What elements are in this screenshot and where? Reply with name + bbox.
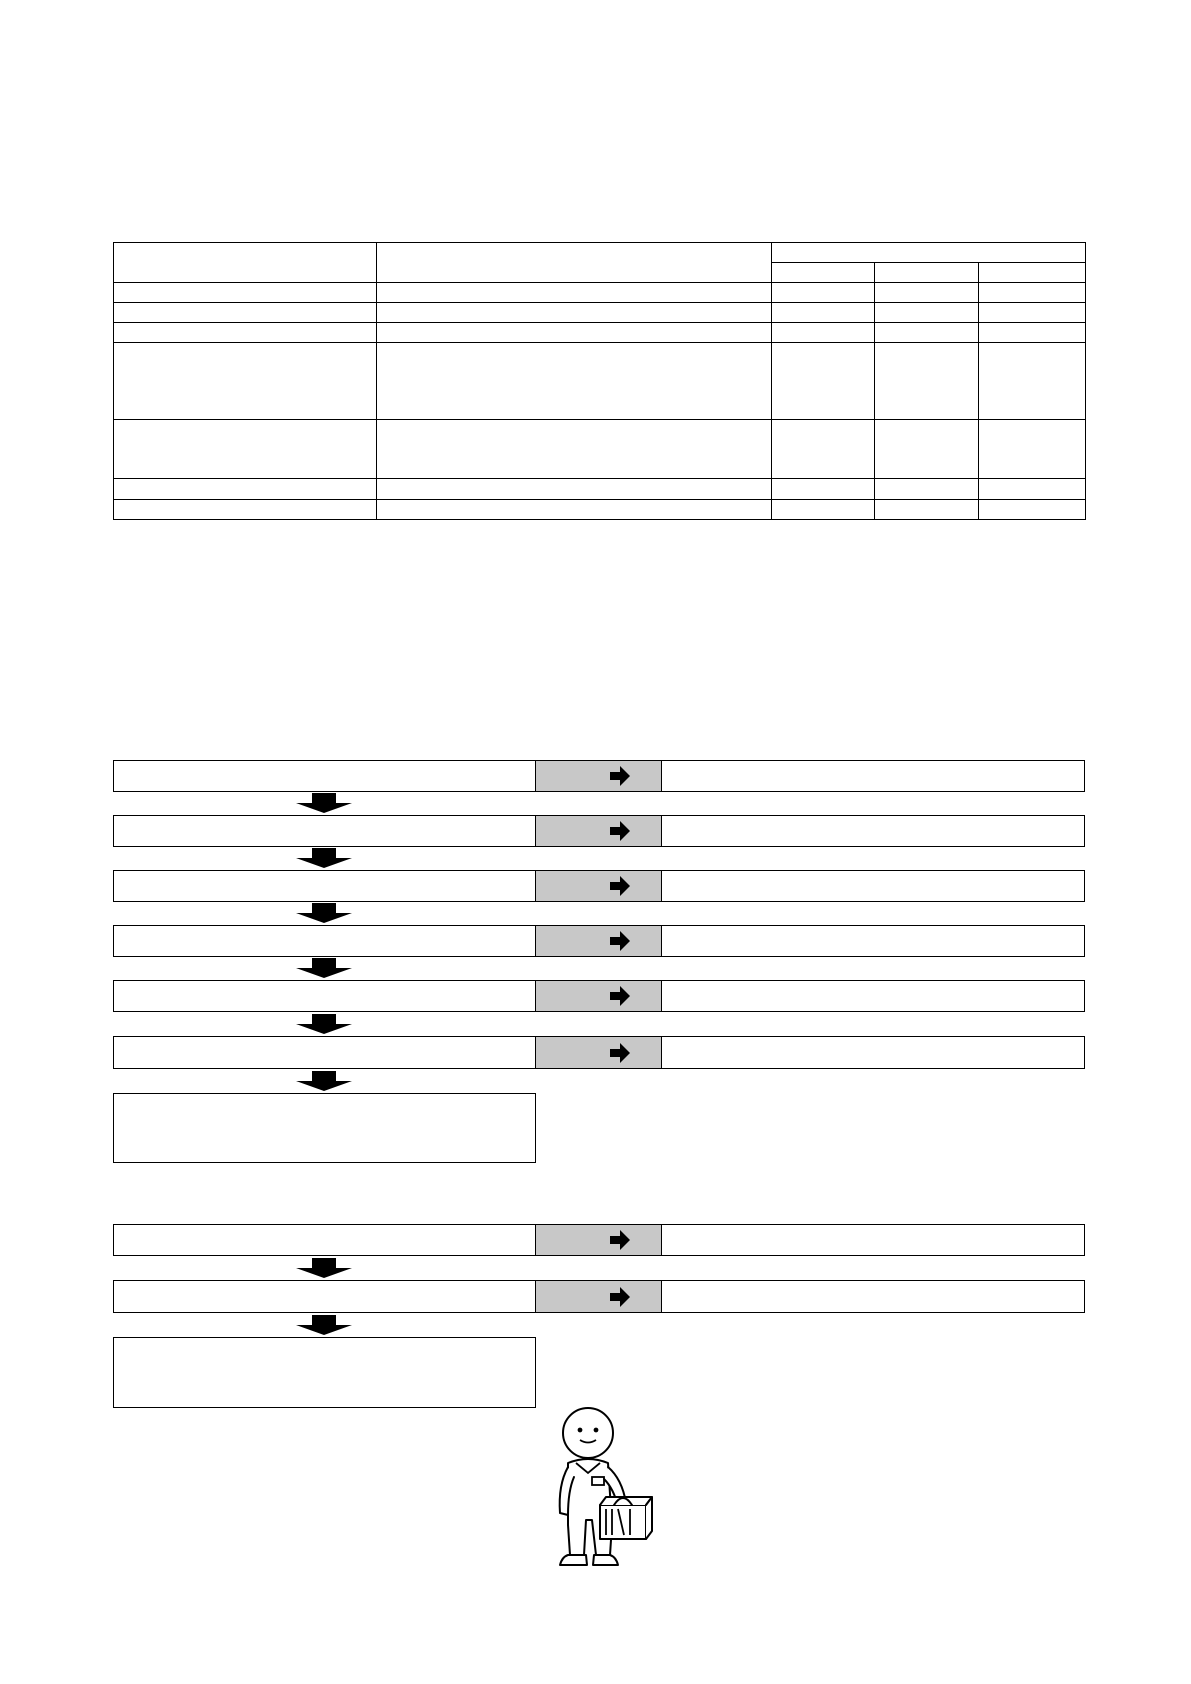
down-arrow-icon: [296, 958, 352, 978]
right-arrow-icon: [609, 1042, 631, 1064]
table-cell: [377, 479, 772, 500]
flow-step-box: [113, 760, 536, 792]
table-cell: [114, 303, 377, 323]
flow-step-box: [113, 815, 536, 847]
table-cell: [875, 420, 979, 479]
table-cell: [772, 479, 875, 500]
arrow-cell: [536, 1280, 662, 1313]
flow-step-box: [113, 925, 536, 957]
down-arrow-icon: [296, 1315, 352, 1335]
table-subheader: [772, 263, 875, 283]
table-cell: [377, 500, 772, 520]
table-cell: [875, 283, 979, 303]
table-cell: [979, 303, 1086, 323]
table-cell: [114, 343, 377, 420]
table-cell: [772, 283, 875, 303]
arrow-cell: [536, 1036, 662, 1069]
table-cell: [979, 479, 1086, 500]
down-arrow-icon: [296, 1258, 352, 1278]
table-cell: [875, 323, 979, 343]
arrow-cell: [536, 870, 662, 902]
right-arrow-icon: [609, 820, 631, 842]
mechanic-with-toolbox-icon: [540, 1405, 660, 1575]
down-arrow-icon: [296, 1014, 352, 1034]
flow-step-box: [113, 1036, 536, 1069]
arrow-cell: [536, 1224, 662, 1256]
flow-result-box: [662, 760, 1085, 792]
table-cell: [979, 283, 1086, 303]
flow-result-box: [662, 815, 1085, 847]
table-cell: [772, 500, 875, 520]
flow-result-box: [662, 870, 1085, 902]
flow-result-box: [662, 980, 1085, 1012]
down-arrow-icon: [296, 903, 352, 923]
flow-step-box: [113, 1280, 536, 1313]
flow-result-box: [662, 1224, 1085, 1256]
flow-result-box: [662, 1280, 1085, 1313]
down-arrow-icon: [296, 1071, 352, 1091]
table-cell: [377, 343, 772, 420]
spec-table: [113, 242, 1086, 520]
table-row: [114, 323, 1086, 343]
table-cell: [772, 420, 875, 479]
table-cell: [377, 323, 772, 343]
table-cell: [875, 303, 979, 323]
right-arrow-icon: [609, 1229, 631, 1251]
right-arrow-icon: [609, 930, 631, 952]
table-header-group: [772, 243, 1086, 263]
flow-result-box: [662, 925, 1085, 957]
table-cell: [875, 500, 979, 520]
flow-step-box: [113, 870, 536, 902]
table-row: [114, 343, 1086, 420]
table-header-col1: [114, 243, 377, 283]
table-cell: [114, 323, 377, 343]
table-cell: [114, 500, 377, 520]
table-row: [114, 283, 1086, 303]
table-cell: [114, 420, 377, 479]
table-row: [114, 479, 1086, 500]
table-cell: [875, 343, 979, 420]
table-cell: [772, 323, 875, 343]
table-cell: [114, 479, 377, 500]
right-arrow-icon: [609, 765, 631, 787]
table-cell: [875, 479, 979, 500]
table-cell: [377, 303, 772, 323]
table-cell: [772, 303, 875, 323]
down-arrow-icon: [296, 793, 352, 813]
flow-final-box: [113, 1093, 536, 1163]
right-arrow-icon: [609, 875, 631, 897]
table-cell: [377, 420, 772, 479]
arrow-cell: [536, 980, 662, 1012]
table-cell: [979, 323, 1086, 343]
table-cell: [377, 283, 772, 303]
table-cell: [979, 500, 1086, 520]
table-cell: [979, 420, 1086, 479]
right-arrow-icon: [609, 1286, 631, 1308]
table-cell: [114, 283, 377, 303]
table-row: [114, 420, 1086, 479]
table-header-col2: [377, 243, 772, 283]
flow-final-box: [113, 1337, 536, 1408]
flow-result-box: [662, 1036, 1085, 1069]
right-arrow-icon: [609, 985, 631, 1007]
table-row: [114, 303, 1086, 323]
arrow-cell: [536, 815, 662, 847]
table-cell: [979, 343, 1086, 420]
arrow-cell: [536, 925, 662, 957]
table-cell: [772, 343, 875, 420]
table-subheader: [979, 263, 1086, 283]
arrow-cell: [536, 760, 662, 792]
flow-step-box: [113, 980, 536, 1012]
down-arrow-icon: [296, 848, 352, 868]
flow-step-box: [113, 1224, 536, 1256]
table-row: [114, 500, 1086, 520]
table-subheader: [875, 263, 979, 283]
